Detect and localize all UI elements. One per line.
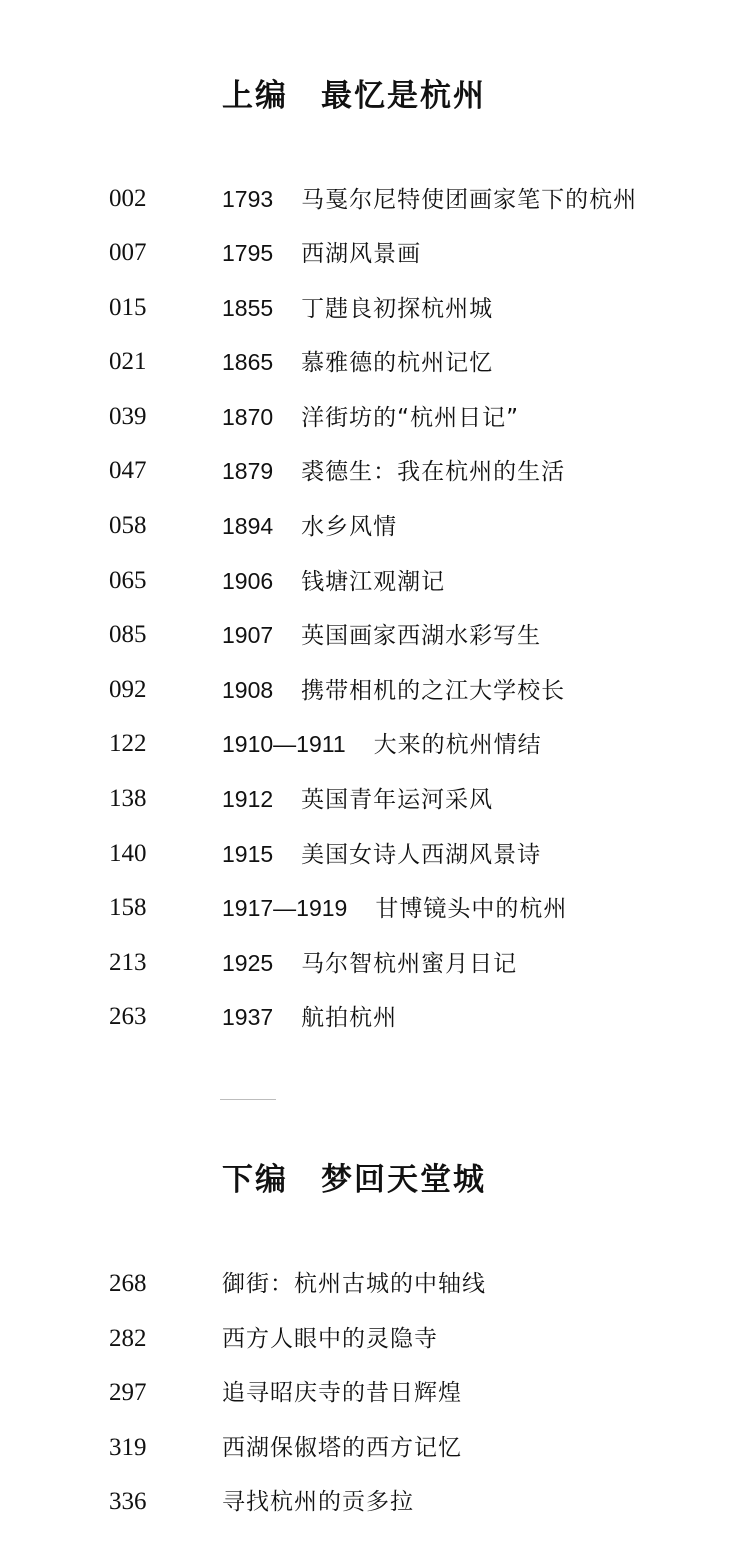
- entry-year: 1925: [222, 950, 274, 976]
- page-number: 336: [109, 1488, 147, 1515]
- toc-row: [0, 1319, 750, 1359]
- entry-year: 1894: [222, 513, 274, 539]
- entry-title: 御街：杭州古城的中轴线: [222, 1271, 486, 1297]
- entry-title: 寻找杭州的贡多拉: [222, 1489, 414, 1515]
- entry-title: 钱塘江观潮记: [301, 569, 446, 595]
- toc-row: [0, 724, 750, 764]
- entry-title: 西湖风景画: [301, 241, 422, 267]
- toc-row: [0, 561, 750, 601]
- entry-text: [222, 943, 517, 987]
- page-number: 092: [109, 676, 147, 703]
- toc-row: [0, 615, 750, 655]
- page-number: 140: [109, 840, 147, 867]
- page-number: 263: [109, 1003, 147, 1030]
- entry-title: 英国画家西湖水彩写生: [301, 623, 542, 649]
- toc-row: [0, 233, 750, 273]
- entry-title: 马戛尔尼特使团画家笔下的杭州: [301, 187, 638, 213]
- page-number: 002: [109, 185, 147, 212]
- page-number: 158: [109, 894, 147, 921]
- entry-text: [222, 1373, 462, 1416]
- entry-text: [222, 561, 445, 605]
- toc-row: [0, 888, 750, 928]
- page-number: 039: [109, 403, 147, 430]
- entry-title: 追寻昭庆寺的昔日辉煌: [222, 1380, 462, 1406]
- entry-text: [222, 724, 542, 768]
- entry-title: 马尔智杭州蜜月日记: [301, 951, 518, 977]
- part1-heading: 上编 最忆是杭州: [222, 78, 486, 114]
- page-number: 021: [109, 348, 147, 375]
- entry-text: [222, 997, 397, 1041]
- entry-title: 西湖保俶塔的西方记忆: [222, 1435, 462, 1461]
- entry-text: [222, 670, 565, 714]
- entry-text: [222, 342, 493, 386]
- toc-row: [0, 451, 750, 491]
- entry-text: [222, 888, 567, 932]
- entry-title: 航拍杭州: [301, 1005, 398, 1031]
- toc-row: [0, 342, 750, 382]
- toc-row: [0, 179, 750, 219]
- entry-text: [222, 1264, 486, 1307]
- toc-row: [0, 1373, 750, 1413]
- entry-text: [222, 506, 397, 550]
- toc-row: [0, 506, 750, 546]
- section-divider: [220, 1099, 276, 1100]
- page-number: 085: [109, 621, 147, 648]
- entry-year: 1908: [222, 677, 274, 703]
- entry-title: 水乡风情: [301, 514, 398, 540]
- page-number: 297: [109, 1379, 147, 1406]
- entry-title: 携带相机的之江大学校长: [301, 678, 566, 704]
- toc-row: [0, 943, 750, 983]
- entry-year: 1795: [222, 240, 274, 266]
- entry-year: 1855: [222, 295, 274, 321]
- entry-year: 1937: [222, 1004, 274, 1030]
- toc-row: [0, 779, 750, 819]
- entry-title: 甘博镜头中的杭州: [375, 896, 568, 922]
- toc-row: [0, 1482, 750, 1522]
- entry-year: 1910—1911: [222, 731, 346, 757]
- toc-row: [0, 997, 750, 1037]
- entry-year: 1907: [222, 622, 274, 648]
- entry-text: [222, 834, 541, 878]
- page-number: 213: [109, 949, 147, 976]
- part2-heading: 下编 梦回天堂城: [222, 1162, 486, 1198]
- toc-row: [0, 834, 750, 874]
- entry-text: [222, 1428, 462, 1471]
- page-number: 138: [109, 785, 147, 812]
- entry-title: 美国女诗人西湖风景诗: [301, 842, 542, 868]
- toc-row: [0, 670, 750, 710]
- page-number: 065: [109, 567, 147, 594]
- entry-title: 洋街坊的“杭州日记”: [301, 405, 520, 431]
- entry-title: 裘德生：我在杭州的生活: [301, 459, 566, 485]
- page-number: 047: [109, 457, 147, 484]
- entry-year: 1915: [222, 841, 274, 867]
- toc-row: [0, 397, 750, 437]
- entry-text: [222, 615, 541, 659]
- toc-row: [0, 1264, 750, 1304]
- entry-year: 1912: [222, 786, 274, 812]
- entry-year: 1906: [222, 568, 274, 594]
- toc-row: [0, 1428, 750, 1468]
- page-number: 319: [109, 1434, 147, 1461]
- entry-year: 1793: [222, 186, 274, 212]
- entry-year: 1865: [222, 349, 274, 375]
- entry-title: 大来的杭州情结: [373, 732, 542, 758]
- entry-title: 丁韪良初探杭州城: [301, 296, 494, 322]
- entry-text: [222, 1482, 414, 1525]
- entry-text: [222, 451, 565, 495]
- entry-text: [222, 233, 421, 277]
- entry-year: 1917—1919: [222, 895, 348, 921]
- entry-text: [222, 1319, 438, 1362]
- page-number: 007: [109, 239, 147, 266]
- entry-title: 西方人眼中的灵隐寺: [222, 1326, 438, 1352]
- page-number: 282: [109, 1325, 147, 1352]
- entry-title: 英国青年运河采风: [301, 787, 494, 813]
- entry-text: [222, 288, 493, 332]
- entry-text: [222, 397, 519, 441]
- entry-year: 1870: [222, 404, 274, 430]
- page-number: 122: [109, 730, 147, 757]
- page-number: 058: [109, 512, 147, 539]
- entry-year: 1879: [222, 458, 274, 484]
- entry-text: [222, 179, 637, 223]
- toc-row: [0, 288, 750, 328]
- entry-title: 慕雅德的杭州记忆: [301, 350, 494, 376]
- page-number: 015: [109, 294, 147, 321]
- page-number: 268: [109, 1270, 147, 1297]
- entry-text: [222, 779, 493, 823]
